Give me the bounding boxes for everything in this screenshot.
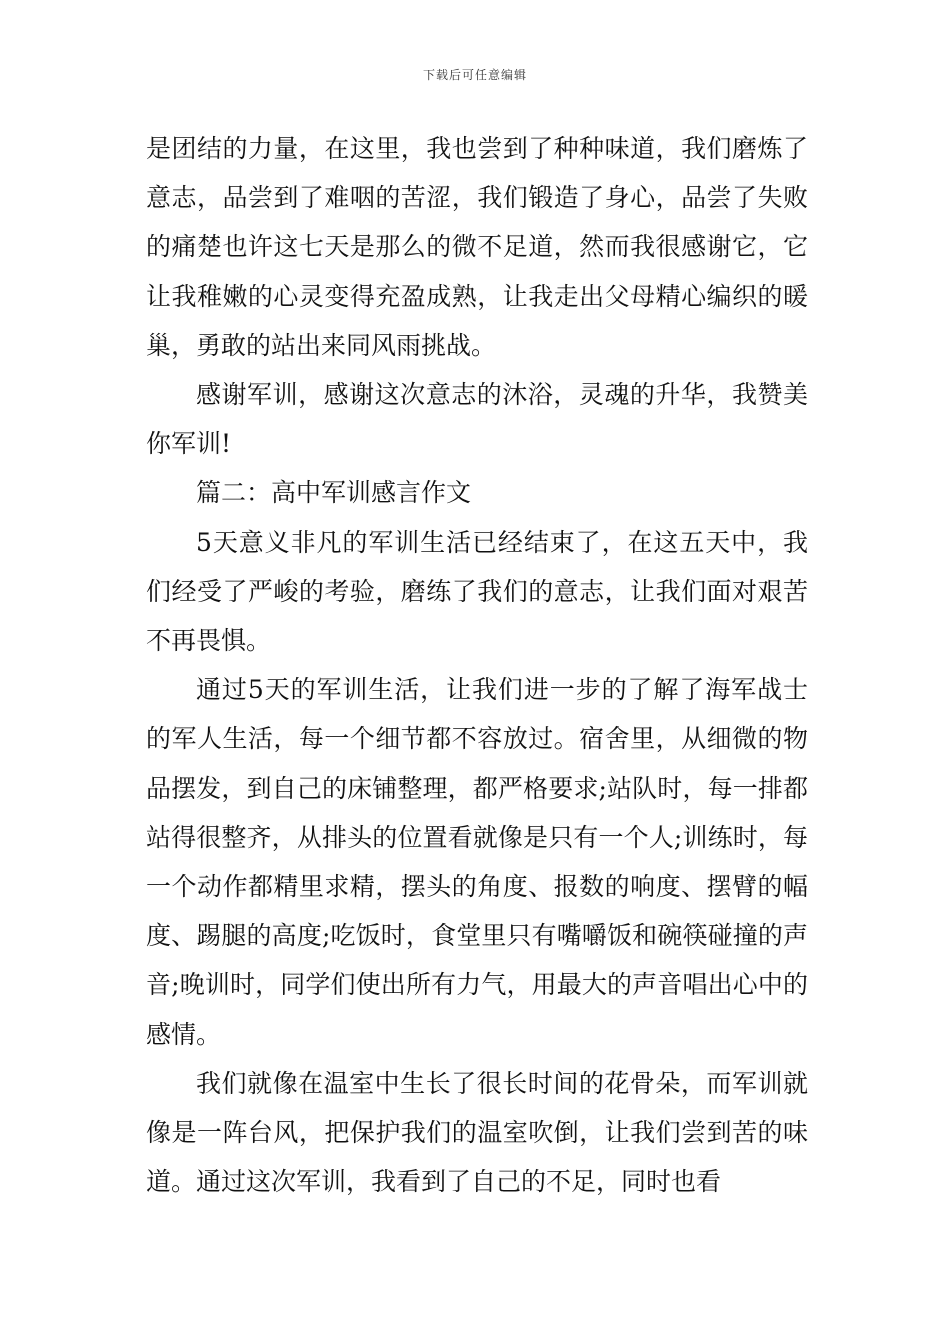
paragraph-thanks: 感谢军训，感谢这次意志的沐浴，灵魂的升华，我赞美你军训! <box>146 380 808 459</box>
section-heading: 篇二：高中军训感言作文 <box>196 478 472 508</box>
paragraph-continuation: 是团结的力量，在这里，我也尝到了种种味道，我们磨炼了意志，品尝到了难咽的苦涩，我们锻造了身心，品尝了失败的痛楚也许这七天是那么的微不足道，然而我很感谢它，它让我稚嫩的心灵变得充盈成熟，让我走出父母精心编织的暖巢，勇敢的站出来同风雨挑战。 <box>146 134 808 360</box>
header-note: 下载后可任意编辑 <box>422 68 527 82</box>
paragraph-intro: 5天意义非凡的军训生活已经结束了，在这五天中，我们经受了严峻的考验，磨练了我们的意志，让我们面对艰苦不再畏惧。 <box>146 527 808 656</box>
paragraph-metaphor: 我们就像在温室中生长了很长时间的花骨朵，而军训就像是一阵台风，把保护我们的温室吹倒，让我们尝到苦的味道。通过这次军训，我看到了自己的不足，同时也看 <box>146 1068 808 1197</box>
document-body <box>146 124 808 1206</box>
paragraph-details: 通过5天的军训生活，让我们进一步的了解了海军战士的军人生活，每一个细节都不容放过。宿舍里，从细微的物品摆发，到自己的床铺整理，都严格要求;站队时，每一排都站得很整齐，从排头的位置看就像是只有一个人;训练时，每一个动作都精里求精，摆头的角度、报数的响度、摆臂的幅度、踢腿的高度;吃饭时，食堂里只有嘴嚼饭和碗筷碰撞的声音;晚训时，同学们使出所有力气，用最大的声音唱出心中的感情。 <box>146 675 808 1049</box>
